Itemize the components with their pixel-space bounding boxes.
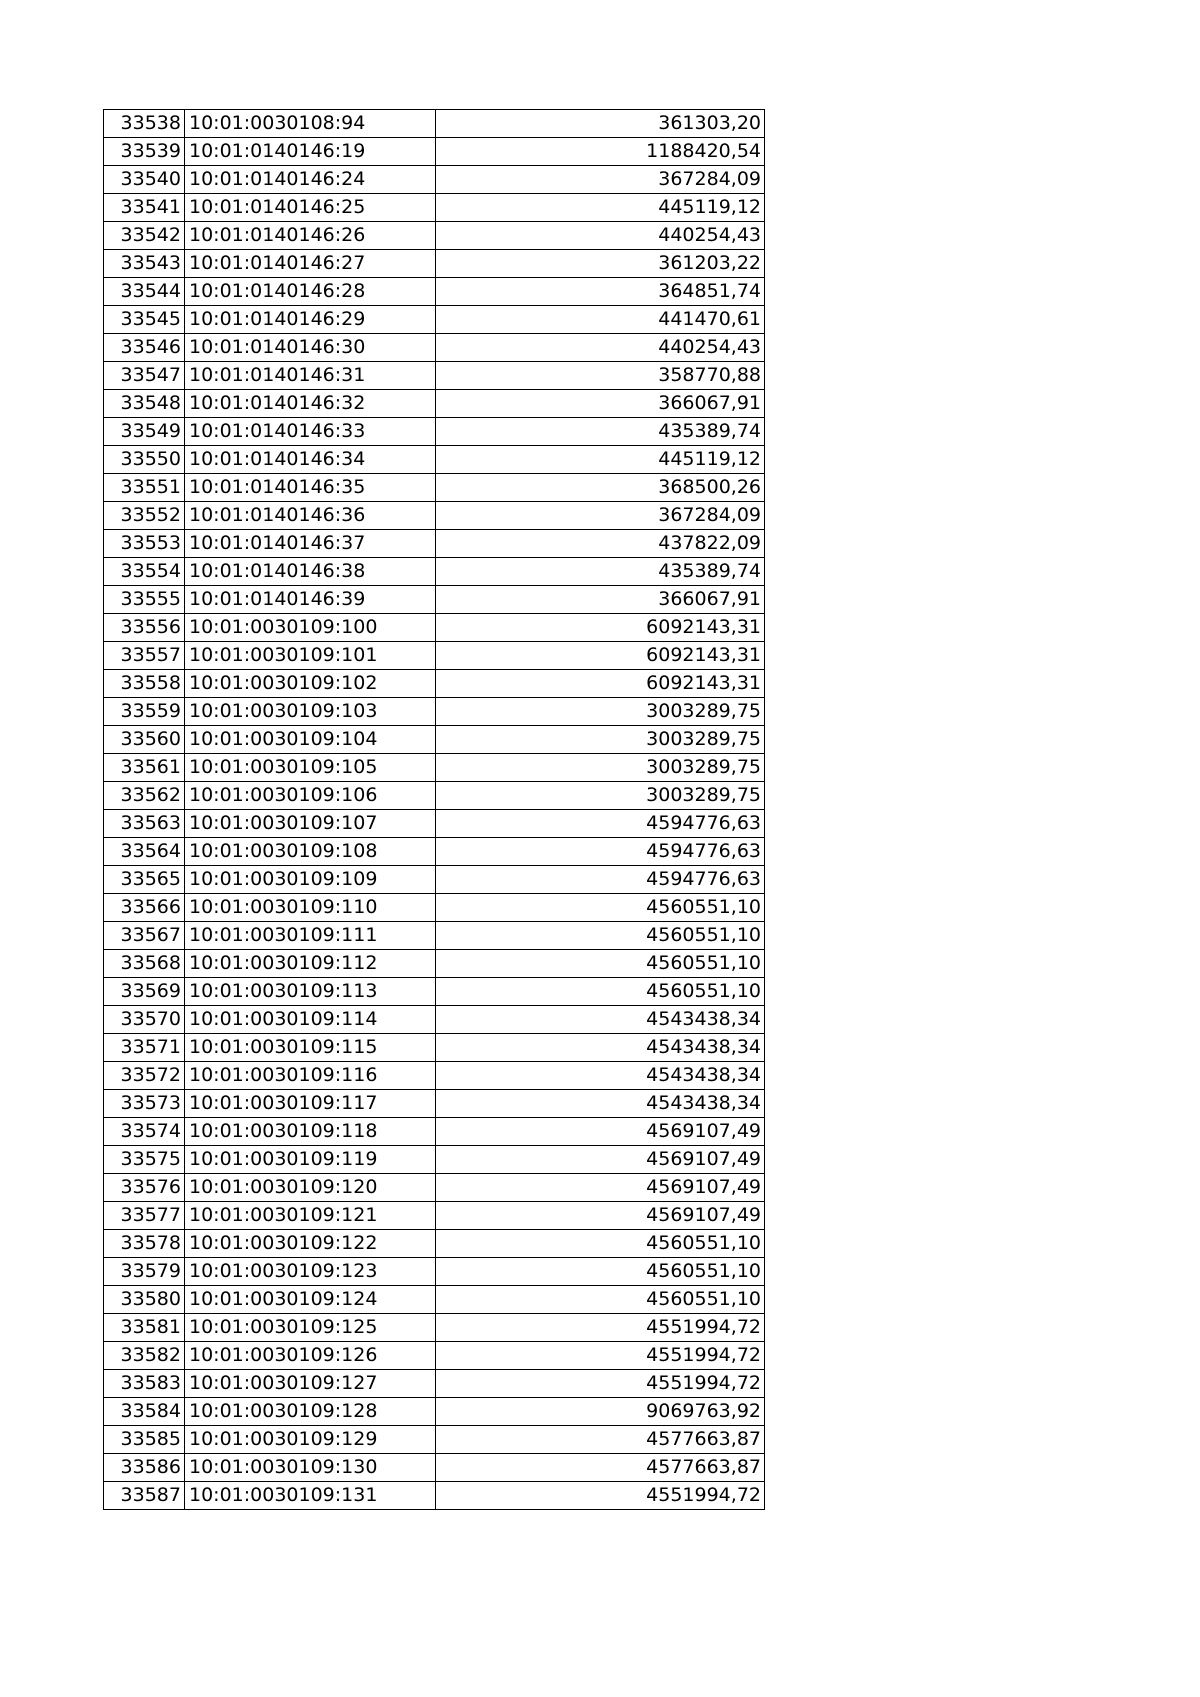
value-cell: 4560551,10 bbox=[436, 950, 765, 978]
row-number-cell: 33540 bbox=[104, 166, 185, 194]
table-row bbox=[104, 502, 765, 530]
cadastral-number-cell: 10:01:0140146:38 bbox=[185, 558, 436, 586]
row-number-cell: 33567 bbox=[104, 922, 185, 950]
row-number-cell: 33577 bbox=[104, 1202, 185, 1230]
cadastral-number-cell: 10:01:0030109:129 bbox=[185, 1426, 436, 1454]
row-number-cell: 33554 bbox=[104, 558, 185, 586]
table-row bbox=[104, 1174, 765, 1202]
value-cell: 3003289,75 bbox=[436, 726, 765, 754]
cadastral-number-cell: 10:01:0030109:114 bbox=[185, 1006, 436, 1034]
table-row bbox=[104, 1482, 765, 1510]
row-number-cell: 33580 bbox=[104, 1286, 185, 1314]
value-cell: 4577663,87 bbox=[436, 1426, 765, 1454]
value-cell: 4551994,72 bbox=[436, 1370, 765, 1398]
row-number-cell: 33538 bbox=[104, 110, 185, 138]
value-cell: 4543438,34 bbox=[436, 1062, 765, 1090]
table-row bbox=[104, 642, 765, 670]
row-number-cell: 33565 bbox=[104, 866, 185, 894]
cadastral-number-cell: 10:01:0140146:27 bbox=[185, 250, 436, 278]
row-number-cell: 33542 bbox=[104, 222, 185, 250]
cadastral-number-cell: 10:01:0030109:126 bbox=[185, 1342, 436, 1370]
value-cell: 1188420,54 bbox=[436, 138, 765, 166]
table-row bbox=[104, 250, 765, 278]
value-cell: 4594776,63 bbox=[436, 838, 765, 866]
table-row bbox=[104, 754, 765, 782]
cadastral-number-cell: 10:01:0140146:30 bbox=[185, 334, 436, 362]
row-number-cell: 33585 bbox=[104, 1426, 185, 1454]
value-cell: 4560551,10 bbox=[436, 1230, 765, 1258]
table-row bbox=[104, 278, 765, 306]
table-row bbox=[104, 1426, 765, 1454]
cadastral-number-cell: 10:01:0030109:116 bbox=[185, 1062, 436, 1090]
table-row bbox=[104, 838, 765, 866]
table-row bbox=[104, 950, 765, 978]
cadastral-number-cell: 10:01:0140146:26 bbox=[185, 222, 436, 250]
cadastral-number-cell: 10:01:0030109:127 bbox=[185, 1370, 436, 1398]
row-number-cell: 33575 bbox=[104, 1146, 185, 1174]
cadastral-number-cell: 10:01:0140146:19 bbox=[185, 138, 436, 166]
value-cell: 368500,26 bbox=[436, 474, 765, 502]
value-cell: 437822,09 bbox=[436, 530, 765, 558]
value-cell: 440254,43 bbox=[436, 222, 765, 250]
table-row bbox=[104, 1398, 765, 1426]
table-row bbox=[104, 446, 765, 474]
row-number-cell: 33556 bbox=[104, 614, 185, 642]
row-number-cell: 33557 bbox=[104, 642, 185, 670]
row-number-cell: 33539 bbox=[104, 138, 185, 166]
value-cell: 6092143,31 bbox=[436, 642, 765, 670]
row-number-cell: 33555 bbox=[104, 586, 185, 614]
cadastral-number-cell: 10:01:0030109:102 bbox=[185, 670, 436, 698]
value-cell: 4543438,34 bbox=[436, 1006, 765, 1034]
cadastral-number-cell: 10:01:0140146:34 bbox=[185, 446, 436, 474]
table-row bbox=[104, 418, 765, 446]
row-number-cell: 33582 bbox=[104, 1342, 185, 1370]
value-cell: 445119,12 bbox=[436, 446, 765, 474]
row-number-cell: 33559 bbox=[104, 698, 185, 726]
value-cell: 9069763,92 bbox=[436, 1398, 765, 1426]
value-cell: 367284,09 bbox=[436, 502, 765, 530]
table-body bbox=[104, 110, 765, 1510]
cadastral-number-cell: 10:01:0140146:31 bbox=[185, 362, 436, 390]
table-row bbox=[104, 1454, 765, 1482]
row-number-cell: 33584 bbox=[104, 1398, 185, 1426]
table-row bbox=[104, 670, 765, 698]
value-cell: 4594776,63 bbox=[436, 866, 765, 894]
row-number-cell: 33564 bbox=[104, 838, 185, 866]
table-row bbox=[104, 138, 765, 166]
cadastral-number-cell: 10:01:0030109:103 bbox=[185, 698, 436, 726]
cadastral-number-cell: 10:01:0030109:105 bbox=[185, 754, 436, 782]
value-cell: 3003289,75 bbox=[436, 782, 765, 810]
row-number-cell: 33576 bbox=[104, 1174, 185, 1202]
row-number-cell: 33566 bbox=[104, 894, 185, 922]
cadastral-number-cell: 10:01:0030108:94 bbox=[185, 110, 436, 138]
row-number-cell: 33562 bbox=[104, 782, 185, 810]
cadastral-number-cell: 10:01:0030109:108 bbox=[185, 838, 436, 866]
cadastral-number-cell: 10:01:0030109:122 bbox=[185, 1230, 436, 1258]
value-cell: 358770,88 bbox=[436, 362, 765, 390]
value-cell: 4551994,72 bbox=[436, 1342, 765, 1370]
table-row bbox=[104, 166, 765, 194]
cadastral-number-cell: 10:01:0030109:107 bbox=[185, 810, 436, 838]
cadastral-number-cell: 10:01:0140146:39 bbox=[185, 586, 436, 614]
row-number-cell: 33541 bbox=[104, 194, 185, 222]
row-number-cell: 33568 bbox=[104, 950, 185, 978]
cadastral-number-cell: 10:01:0030109:123 bbox=[185, 1258, 436, 1286]
row-number-cell: 33573 bbox=[104, 1090, 185, 1118]
cadastral-number-cell: 10:01:0030109:111 bbox=[185, 922, 436, 950]
table-row bbox=[104, 1258, 765, 1286]
row-number-cell: 33581 bbox=[104, 1314, 185, 1342]
cadastral-number-cell: 10:01:0030109:121 bbox=[185, 1202, 436, 1230]
table-row bbox=[104, 334, 765, 362]
value-cell: 4543438,34 bbox=[436, 1034, 765, 1062]
cadastral-number-cell: 10:01:0140146:35 bbox=[185, 474, 436, 502]
value-cell: 6092143,31 bbox=[436, 614, 765, 642]
value-cell: 4543438,34 bbox=[436, 1090, 765, 1118]
cadastral-number-cell: 10:01:0140146:36 bbox=[185, 502, 436, 530]
cadastral-number-cell: 10:01:0030109:113 bbox=[185, 978, 436, 1006]
value-cell: 435389,74 bbox=[436, 558, 765, 586]
table-row bbox=[104, 194, 765, 222]
value-cell: 4560551,10 bbox=[436, 978, 765, 1006]
value-cell: 364851,74 bbox=[436, 278, 765, 306]
table-row bbox=[104, 530, 765, 558]
table-row bbox=[104, 1202, 765, 1230]
row-number-cell: 33550 bbox=[104, 446, 185, 474]
row-number-cell: 33547 bbox=[104, 362, 185, 390]
row-number-cell: 33552 bbox=[104, 502, 185, 530]
row-number-cell: 33544 bbox=[104, 278, 185, 306]
value-cell: 441470,61 bbox=[436, 306, 765, 334]
table-row bbox=[104, 866, 765, 894]
value-cell: 4560551,10 bbox=[436, 1258, 765, 1286]
table-row bbox=[104, 1118, 765, 1146]
row-number-cell: 33578 bbox=[104, 1230, 185, 1258]
cadastral-number-cell: 10:01:0030109:124 bbox=[185, 1286, 436, 1314]
value-cell: 361203,22 bbox=[436, 250, 765, 278]
cadastral-number-cell: 10:01:0140146:28 bbox=[185, 278, 436, 306]
data-table bbox=[103, 109, 765, 1510]
table-row bbox=[104, 922, 765, 950]
table-row bbox=[104, 1342, 765, 1370]
table-row bbox=[104, 586, 765, 614]
table-row bbox=[104, 782, 765, 810]
value-cell: 4569107,49 bbox=[436, 1146, 765, 1174]
row-number-cell: 33570 bbox=[104, 1006, 185, 1034]
cadastral-number-cell: 10:01:0030109:125 bbox=[185, 1314, 436, 1342]
value-cell: 4569107,49 bbox=[436, 1118, 765, 1146]
table-row bbox=[104, 1034, 765, 1062]
value-cell: 4560551,10 bbox=[436, 1286, 765, 1314]
table-row bbox=[104, 1146, 765, 1174]
value-cell: 6092143,31 bbox=[436, 670, 765, 698]
cadastral-number-cell: 10:01:0030109:119 bbox=[185, 1146, 436, 1174]
row-number-cell: 33579 bbox=[104, 1258, 185, 1286]
value-cell: 366067,91 bbox=[436, 586, 765, 614]
cadastral-number-cell: 10:01:0030109:117 bbox=[185, 1090, 436, 1118]
table-row bbox=[104, 726, 765, 754]
value-cell: 367284,09 bbox=[436, 166, 765, 194]
cadastral-number-cell: 10:01:0140146:29 bbox=[185, 306, 436, 334]
cadastral-number-cell: 10:01:0140146:25 bbox=[185, 194, 436, 222]
value-cell: 366067,91 bbox=[436, 390, 765, 418]
value-cell: 445119,12 bbox=[436, 194, 765, 222]
value-cell: 4551994,72 bbox=[436, 1482, 765, 1510]
row-number-cell: 33572 bbox=[104, 1062, 185, 1090]
row-number-cell: 33558 bbox=[104, 670, 185, 698]
row-number-cell: 33569 bbox=[104, 978, 185, 1006]
value-cell: 4569107,49 bbox=[436, 1202, 765, 1230]
value-cell: 361303,20 bbox=[436, 110, 765, 138]
table-row bbox=[104, 1006, 765, 1034]
table-row bbox=[104, 1062, 765, 1090]
value-cell: 4594776,63 bbox=[436, 810, 765, 838]
value-cell: 4569107,49 bbox=[436, 1174, 765, 1202]
value-cell: 4551994,72 bbox=[436, 1314, 765, 1342]
cadastral-number-cell: 10:01:0140146:37 bbox=[185, 530, 436, 558]
table-row bbox=[104, 1314, 765, 1342]
cadastral-number-cell: 10:01:0030109:118 bbox=[185, 1118, 436, 1146]
cadastral-number-cell: 10:01:0030109:109 bbox=[185, 866, 436, 894]
table-row bbox=[104, 1230, 765, 1258]
row-number-cell: 33546 bbox=[104, 334, 185, 362]
table-row bbox=[104, 1370, 765, 1398]
row-number-cell: 33571 bbox=[104, 1034, 185, 1062]
cadastral-number-cell: 10:01:0030109:101 bbox=[185, 642, 436, 670]
cadastral-number-cell: 10:01:0140146:24 bbox=[185, 166, 436, 194]
row-number-cell: 33545 bbox=[104, 306, 185, 334]
table-row bbox=[104, 698, 765, 726]
cadastral-number-cell: 10:01:0030109:100 bbox=[185, 614, 436, 642]
table-row bbox=[104, 362, 765, 390]
value-cell: 4577663,87 bbox=[436, 1454, 765, 1482]
cadastral-number-cell: 10:01:0030109:112 bbox=[185, 950, 436, 978]
table-row bbox=[104, 894, 765, 922]
value-cell: 435389,74 bbox=[436, 418, 765, 446]
cadastral-number-cell: 10:01:0030109:128 bbox=[185, 1398, 436, 1426]
value-cell: 3003289,75 bbox=[436, 698, 765, 726]
row-number-cell: 33549 bbox=[104, 418, 185, 446]
row-number-cell: 33548 bbox=[104, 390, 185, 418]
cadastral-number-cell: 10:01:0030109:110 bbox=[185, 894, 436, 922]
row-number-cell: 33560 bbox=[104, 726, 185, 754]
table-row bbox=[104, 306, 765, 334]
cadastral-number-cell: 10:01:0030109:115 bbox=[185, 1034, 436, 1062]
row-number-cell: 33586 bbox=[104, 1454, 185, 1482]
row-number-cell: 33551 bbox=[104, 474, 185, 502]
table-row bbox=[104, 558, 765, 586]
cadastral-number-cell: 10:01:0030109:104 bbox=[185, 726, 436, 754]
row-number-cell: 33563 bbox=[104, 810, 185, 838]
table-row bbox=[104, 810, 765, 838]
cadastral-number-cell: 10:01:0030109:131 bbox=[185, 1482, 436, 1510]
value-cell: 4560551,10 bbox=[436, 922, 765, 950]
value-cell: 4560551,10 bbox=[436, 894, 765, 922]
table-row bbox=[104, 474, 765, 502]
row-number-cell: 33553 bbox=[104, 530, 185, 558]
value-cell: 440254,43 bbox=[436, 334, 765, 362]
row-number-cell: 33561 bbox=[104, 754, 185, 782]
table-row bbox=[104, 390, 765, 418]
cadastral-number-cell: 10:01:0030109:120 bbox=[185, 1174, 436, 1202]
table-row bbox=[104, 614, 765, 642]
row-number-cell: 33574 bbox=[104, 1118, 185, 1146]
table-row bbox=[104, 978, 765, 1006]
cadastral-number-cell: 10:01:0140146:32 bbox=[185, 390, 436, 418]
row-number-cell: 33543 bbox=[104, 250, 185, 278]
row-number-cell: 33587 bbox=[104, 1482, 185, 1510]
table-row bbox=[104, 222, 765, 250]
row-number-cell: 33583 bbox=[104, 1370, 185, 1398]
table-row bbox=[104, 1286, 765, 1314]
cadastral-number-cell: 10:01:0140146:33 bbox=[185, 418, 436, 446]
table-row bbox=[104, 1090, 765, 1118]
value-cell: 3003289,75 bbox=[436, 754, 765, 782]
cadastral-number-cell: 10:01:0030109:130 bbox=[185, 1454, 436, 1482]
cadastral-number-cell: 10:01:0030109:106 bbox=[185, 782, 436, 810]
table-row bbox=[104, 110, 765, 138]
